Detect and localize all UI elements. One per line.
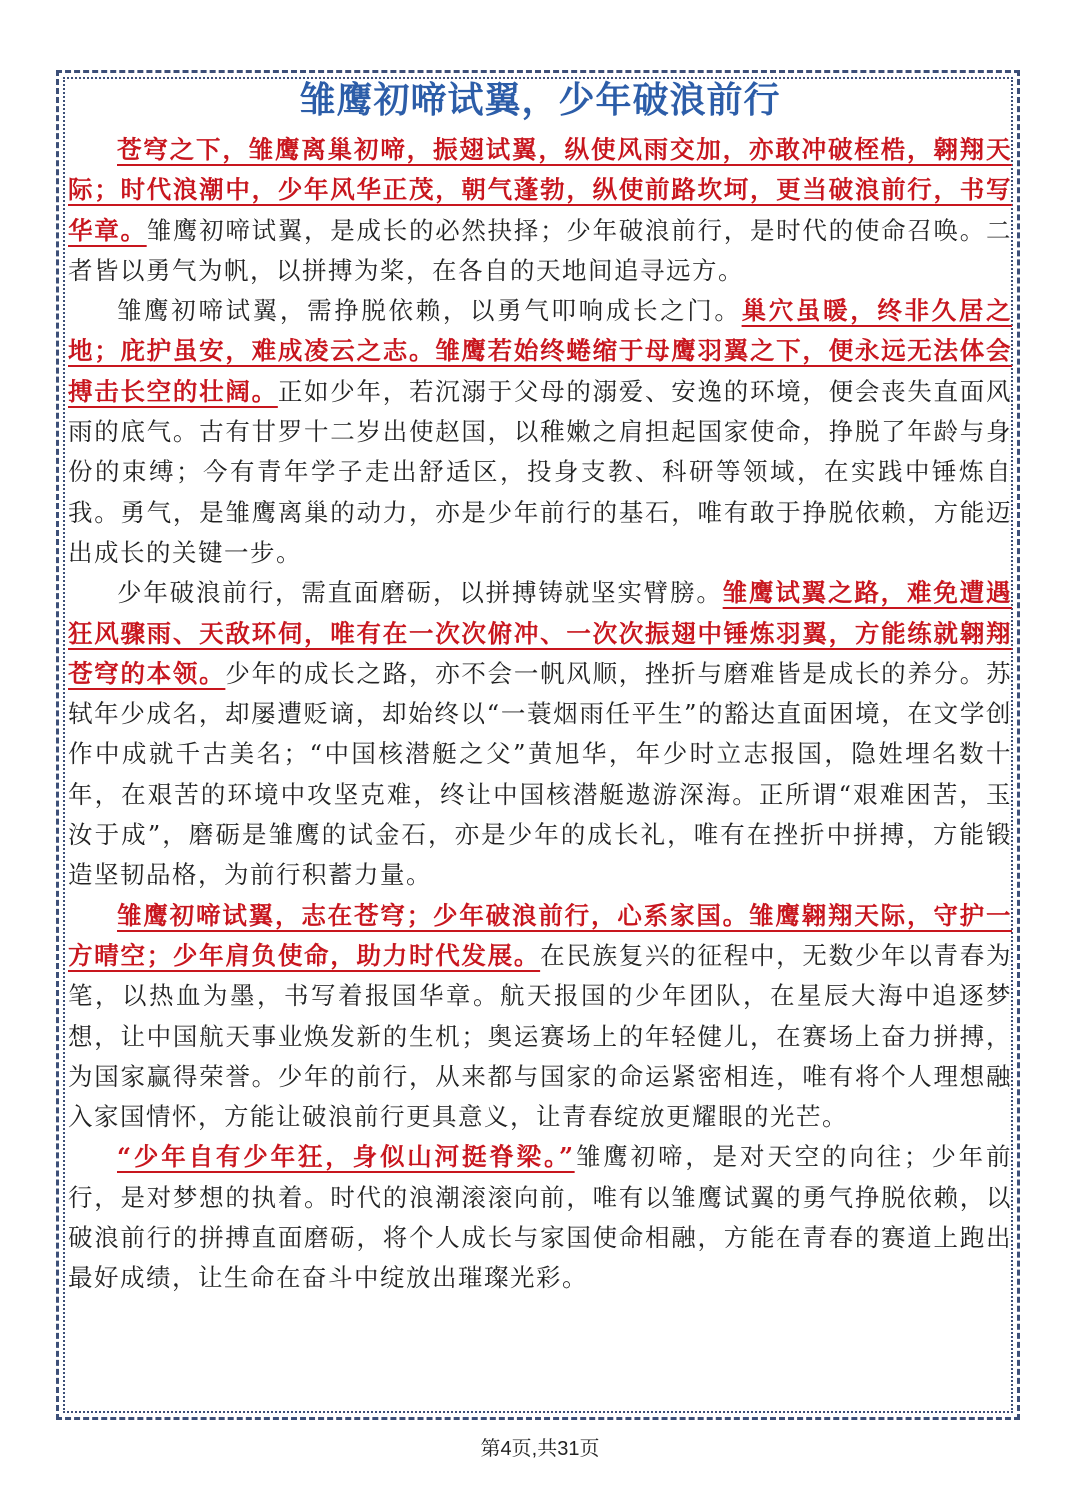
highlight-sentence: 雏鹰初啼试翼，志在苍穹；少年破浪前行，心系家国。雏鹰翱翔天际，守护一方晴空；少年肩负使命，助力时代发展。 (68, 900, 1012, 970)
highlight-quote: “少年自有少年狂，身似山河挺脊梁。” (117, 1142, 575, 1172)
page-number: 第4页,共31页 (480, 1438, 600, 1460)
essay-body (68, 130, 1012, 1299)
paragraph-5 (68, 1137, 1012, 1298)
body-text: 正如少年，若沉溺于父母的溺爱、安逸的环境，便会丧失直面风雨的底气。古有甘罗十二岁出使赵国，以稚嫩之肩担起国家使命，挣脱了年龄与身份的束缚；今有青年学子走出舒适区，投身支教、科研等领域，在实践中锤炼自我。勇气，是雏鹰离巢的动力，亦是少年前行的基石，唯有敢于挣脱依赖，方能迈出成长的关键一步。 (68, 376, 1012, 567)
highlight-sentence: 巢穴虽暖，终非久居之地；庇护虽安，难成凌云之志。雏鹰若始终蜷缩于母鹰羽翼之下，便永远无法体会搏击长空的壮阔。 (68, 296, 1012, 406)
highlight-sentence: 雏鹰试翼之路，难免遭遇狂风骤雨、天敌环伺，唯有在一次次俯冲、一次次振翅中锤炼羽翼，方能练就翱翔苍穹的本领。 (68, 578, 1013, 688)
paragraph-1 (68, 130, 1012, 291)
body-text: 在民族复兴的征程中，无数少年以青春为笔，以热血为墨，书写着报国华章。航天报国的少年团队，在星辰大海中追逐梦想，让中国航天事业焕发新的生机；奥运赛场上的年轻健儿，在赛场上奋力拼搏，为国家赢得荣誉。少年的前行，从来都与国家的命运紧密相连，唯有将个人理想融入家国情怀，方能让破浪前行更具意义，让青春绽放更耀眼的光芒。 (68, 940, 1013, 1132)
paragraph-4 (68, 896, 1012, 1138)
paragraph-3 (68, 573, 1012, 895)
body-text: 雏鹰初啼，是对天空的向往；少年前行，是对梦想的执着。时代的浪潮滚滚向前，唯有以雏鹰试翼的勇气挣脱依赖，以破浪前行的拼搏直面磨砺，将个人成长与家国使命相融，方能在青春的赛道上跑出最好成绩，让生命在奋斗中绽放出璀璨光彩。 (68, 1142, 1013, 1293)
body-text: 少年的成长之路，亦不会一帆风顺，挫折与磨难皆是成长的养分。苏轼年少成名，却屡遭贬谪，却始终以“一蓑烟雨任平生”的豁达直面困境，在文学创作中成就千古美名；“中国核潜艇之父”黄旭华，年少时立志报国，隐姓埋名数十年，在艰苦的环境中攻坚克难，终让中国核潜艇遨游深海。正所谓“艰难困苦，玉汝于成”，磨砺是雏鹰的试金石，亦是少年的成长礼，唯有在挫折中拼搏，方能锻造坚韧品格，为前行积蓄力量。 (68, 658, 1013, 890)
paragraph-2 (68, 291, 1012, 573)
highlight-sentence: 苍穹之下，雏鹰离巢初啼，振翅试翼，纵使风雨交加，亦敢冲破桎梏，翱翔天际；时代浪潮中，少年风华正茂，朝气蓬勃，纵使前路坎坷，更当破浪前行，书写华章。 (68, 135, 1012, 245)
lead-sentence: 少年破浪前行，需直面磨砺，以拼搏铸就坚实臂膀。 (117, 578, 723, 608)
lead-sentence: 雏鹰初啼试翼，需挣脱依赖，以勇气叩响成长之门。 (117, 296, 742, 326)
body-text: 雏鹰初啼试翼，是成长的必然抉择；少年破浪前行，是时代的使命召唤。二者皆以勇气为帆，以拼搏为桨，在各自的天地间追寻远方。 (68, 215, 1012, 285)
essay-title: 雏鹰初啼试翼，少年破浪前行 (299, 79, 781, 121)
